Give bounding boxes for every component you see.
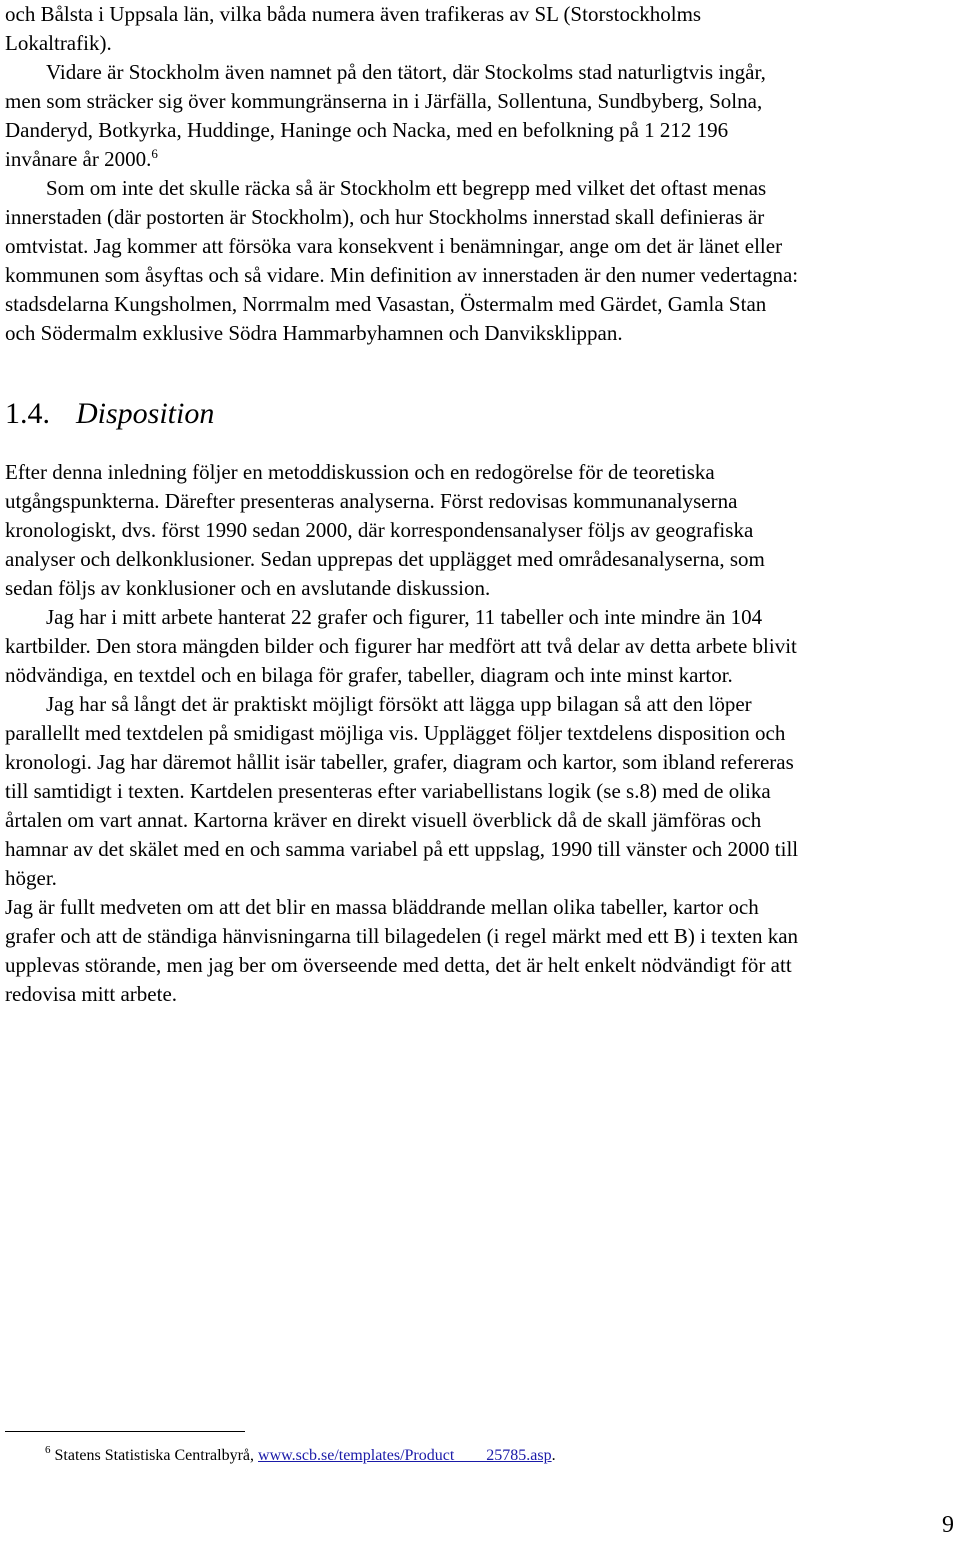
footnote-separator [5,1431,245,1432]
text-line: kronologi. Jag har däremot hållit isär tabeller, grafer, diagram och kartor, som ibland refereras [5,750,794,774]
section-heading [5,396,214,432]
text-line: årtalen om vart annat. Kartorna kräver en direkt visuell överblick då de skall jämföras och [5,808,762,832]
text-line: sedan följs av konklusioner och en avslutande diskussion. [5,576,491,600]
text-line: analyser och delkonklusioner. Sedan upprepas det upplägget med områdesanalyserna, som [5,547,765,571]
text-line: kartbilder. Den stora mängden bilder och figurer har medfört att två delar av detta arbete blivit [5,634,797,658]
text-line: Lokaltrafik). [5,31,112,55]
text-line: Jag är fullt medveten om att det blir en massa bläddrande mellan olika tabeller, kartor och [5,895,759,919]
text-line: upplevas störande, men jag ber om överseende med detta, det är helt enkelt nödvändigt för att [5,953,792,977]
text-line: till samtidigt i texten. Kartdelen presenteras efter variabellistans logik (se s.8) med de olika [5,779,771,803]
text-line: och Södermalm exklusive Södra Hammarbyhamnen och Danviksklippan. [5,321,623,345]
text-line: Efter denna inledning följer en metoddiskussion och en redogörelse för de teoretiska [5,460,715,484]
text-line: Danderyd, Botkyrka, Huddinge, Haninge och Nacka, med en befolkning på 1 212 196 [5,118,729,142]
section-number: 1.4. [5,397,50,430]
text-line: och Bålsta i Uppsala län, vilka båda numera även trafikeras av SL (Storstockholms [5,2,702,26]
footnote-mark: 6 [45,1444,51,1456]
text-line: innerstaden (där postorten är Stockholm), och hur Stockholms innerstad skall definieras är [5,205,765,229]
text-line: omtvistat. Jag kommer att försöka vara konsekvent i benämningar, ange om det är länet eller [5,234,783,258]
text-line: grafer och att de ständiga hänvisningarna till bilagedelen (i regel märkt med ett B) i texten kan [5,924,799,948]
text-line [5,145,158,174]
text-line: höger. [5,866,57,890]
text-line: kronologiskt, dvs. först 1990 sedan 2000, där korrespondensanalyser följs av geografiska [5,518,754,542]
text-line: parallellt med textdelen på smidigast möjliga vis. Upplägget följer textdelens disposition och [5,721,786,745]
text-line: Jag har i mitt arbete hanterat 22 grafer och figurer, 11 tabeller och inte mindre än 104 [46,605,763,629]
text-line: hamnar av det skälet med en och samma variabel på ett uppslag, 1990 till vänster och 2000 till [5,837,799,861]
footnote-reference[interactable]: 6 [151,146,158,161]
footnote-text: Statens Statistiska Centralbyrå, [54,1447,255,1464]
footnote-period: . [551,1447,556,1464]
text-line: redovisa mitt arbete. [5,982,178,1006]
text-line: men som sträcker sig över kommungränserna in i Järfälla, Sollentuna, Sundbyberg, Solna, [5,89,763,113]
section-title: Disposition [76,397,215,430]
text-line: stadsdelarna Kungsholmen, Norrmalm med Vasastan, Östermalm med Gärdet, Gamla Stan [5,292,767,316]
page-number: 9 [942,1512,954,1538]
footnote-link[interactable]: www.scb.se/templates/Product____25785.asp [258,1447,552,1464]
text-line: Vidare är Stockholm även namnet på den tätort, där Stockolms stad naturligtvis ingår, [46,60,766,84]
text-line-content: invånare år 2000. [5,147,152,171]
text-line: utgångspunkterna. Därefter presenteras analyserna. Först redovisas kommunanalyserna [5,489,738,513]
text-line: Jag har så långt det är praktiskt möjligt försökt att lägga upp bilagan så att den löper [46,692,752,716]
footnote [45,1444,556,1468]
text-line: kommunen som åsyftas och så vidare. Min definition av innerstaden är den numer vedertagna: [5,263,799,287]
text-line: nödvändiga, en textdel och en bilaga för grafer, tabeller, diagram och inte minst kartor. [5,663,733,687]
text-line: Som om inte det skulle räcka så är Stockholm ett begrepp med vilket det oftast menas [46,176,767,200]
